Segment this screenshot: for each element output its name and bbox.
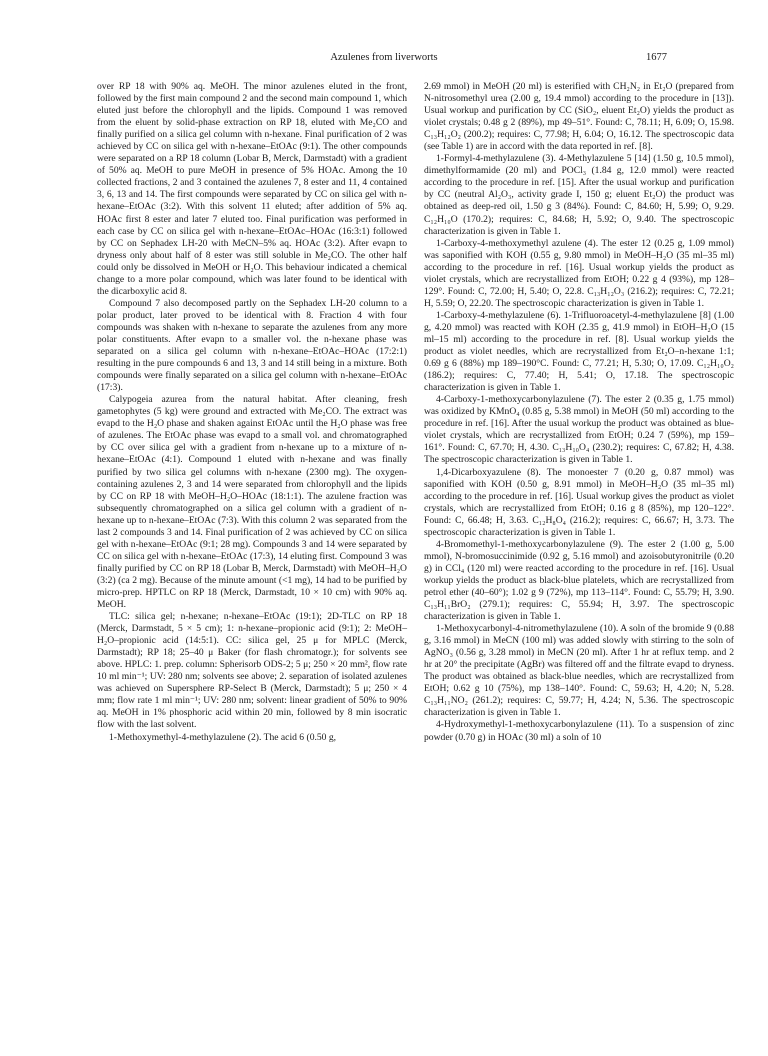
paragraph: TLC: silica gel; n-hexane; n-hexane–EtOAc (19:1); 2D-TLC on RP 18 (Merck, Darmstadt, 5 × 5 cm); 1: n-hexane–propionic acid (9:1); 2: MeOH–H₂O–propionic acid (14:5:1). CC: silica gel, 25 μ for MPLC (Merck, Darmstadt); RP 18; 25–40 μ Baker (for flash chromatogr.); for solvents see above. HPLC: 1. prep. column: Spherisorb ODS-2; 5 μ; 250 × 20 mm², flow rate 10 ml min⁻¹; UV: 280 nm; solvents see above; 2. separation of isolated azulenes was achieved on Supersphere RP-Select B (Merck, Darmstadt); 5 μ; 250 × 4 mm; flow rate 1 ml min⁻¹; UV: 280 nm; solvent: linear gradient of 50% to 90% aq. MeOH in 1% phosphoric acid within 20 min, followed by 8 min isocratic flow with the last solvent. xyxy=(97,611,407,731)
paragraph: 2.69 mmol) in MeOH (20 ml) is esterified with CH₂N₂ in Et₂O (prepared from N-nitrosomethyl urea (2.00 g, 19.4 mmol) according to the procedure in [13]). Usual workup and purification by CC (SiO₂, eluent Et₂O) yields the product as violet crystals; 0.48 g 2 (89%), mp 49–51°. Found: C, 78.11; H, 6.09; O, 15.98. C₁₃H₁₂O₂ (200.2); requires: C, 77.98; H, 6.04; O, 16.12. The spectroscopic data (see Table 1) are in accord with the data reported in ref. [8]. xyxy=(424,81,734,153)
paragraph: 4-Carboxy-1-methoxycarbonylazulene (7). The ester 2 (0.35 g, 1.75 mmol) was oxidized by KMnO₄ (0.85 g, 5.38 mmol) in MeOH (50 ml) according to the procedure in ref. [16]. After the usual workup the product was obtained as blue-violet crystals, which are recrystallized from EtOH; 0.24 7 (59%), mp 159–161°. Found: C, 67.70; H, 4.30. C₁₃H₁₀O₄ (230.2); requires: C, 67.82; H, 4.38. The spectroscopic characterization is given in Table 1. xyxy=(424,394,734,466)
paragraph: 4-Bromomethyl-1-methoxycarbonylazulene (9). The ester 2 (1.00 g, 5.00 mmol), N-bromosuccinimide (0.92 g, 5.16 mmol) and azoisobutyronitrile (0.20 g) in CCl₄ (120 ml) were reacted according to the procedure in ref. [16]. Usual workup yields the product as black-blue platelets, which are recrystallized from petrol ether (40–60°); 1.02 g 9 (72%), mp 113–114°. Found: C, 55.79; H, 3.90. C₁₃H₁₁BrO₂ (279.1); requires: C, 55.94; H, 3.97. The spectroscopic characterization is given in Table 1. xyxy=(424,538,734,623)
paragraph: 1,4-Dicarboxyazulene (8). The monoester 7 (0.20 g, 0.87 mmol) was saponified with KOH (0.50 g, 8.91 mmol) in MeOH–H₂O (35 ml–35 ml) according to the procedure in ref. [16]. Usual workup gives the product as violet crystals, which are recrystallized from EtOH; 0.16 g 8 (85%), mp 120–122°. Found: C, 66.48; H, 3.63. C₁₂H₈O₄ (216.2); requires: C, 66.67; H, 3.73. The spectroscopic characterization is given in Table 1. xyxy=(424,466,734,538)
page-number: 1677 xyxy=(646,52,667,63)
paragraph: 4-Hydroxymethyl-1-methoxycarbonylazulene (11). To a suspension of zinc powder (0.70 g) in HOAc (30 ml) a soln of 10 xyxy=(424,719,734,743)
paragraph: 1-Methoxymethyl-4-methylazulene (2). The acid 6 (0.50 g, xyxy=(109,731,337,743)
paragraph: 1-Carboxy-4-methylazulene (6). 1-Trifluoroacetyl-4-methylazulene [8] (1.00 g, 4.20 mmol) was reacted with KOH (2.35 g, 41.9 mmol) in EtOH–H₂O (15 ml–15 ml) according to the procedure in ref. [8]. Usual workup yields the product as violet needles, which are recrystallized from Et₂O–n-hexane 1:1; 0.69 g 6 (88%) mp 189–190°C. Found: C, 77.21; H, 5.30; O, 17.09. C₁₂H₁₀O₂ (186.2); requires: C, 77.40; H, 5.41; O, 17.18. The spectroscopic characterization is given in Table 1. xyxy=(424,309,734,394)
running-title: Azulenes from liverworts xyxy=(330,52,438,63)
right-column xyxy=(424,81,734,744)
paragraph: 1-Formyl-4-methylazulene (3). 4-Methylazulene 5 [14] (1.50 g, 10.5 mmol), dimethylformamide (20 ml) and POCl₃ (1.84 g, 12.0 mmol) were reacted according to the procedure in ref. [15]. After the usual workup and purification by CC (neutral Al₂O₃, activity grade I, 150 g; eluent Et₂O) the product was obtained as deep-red oil, 1.50 g 3 (84%). Found: C, 84.60; H, 5.99; O, 9.29. C₁₂H₁₀O (170.2); requires: C, 84.68; H, 5.92; O, 9.40. The spectroscopic characterization is given in Table 1. xyxy=(424,153,734,237)
paragraph: Calypogeia azurea from the natural habitat. After cleaning, fresh gametophytes (5 kg) were ground and extracted with Me₂CO. The extract was evapd to the H₂O phase and shaken against EtOAc until the H₂O phase was free of azulenes. The EtOAc phase was evapd to a small vol. and chromatographed by CC over silica gel with a gradient from n-hexane up to a mixture of n-hexane–EtOAc (4:1). Compound 1 eluted with n-hexane and was finally purified by two silica gel columns with n-hexane (2300 mg). The oxygen-containing azulenes 2, 3 and 14 were separated from chlorophyll and the lipids by CC on RP 18 with MeOH–H₂O–HOAc (18:1:1). The azulene fraction was subsequently chromatographed on a silica gel column with a gradient of n-hexane up to n-hexane–EtOAc (7:3). With this column 2 was separated from the last 2 compounds 3 and 14. Final purification of 2 was achieved by CC on silica gel with n-hexane–EtOAc (9:1; 28 mg). Compounds 3 and 14 were separated by CC on silica gel with n-hexane–EtOAc (17:3), 14 eluting first. Compound 3 was finally purified by CC on RP 18 (Lobar B, Merck, Darmstadt) with MeOH–H₂O (3:2) (ca 2 mg). Because of the minute amount (<1 mg), 14 had to be purified by micro-prep. HPTLC on RP 18 (Merck, Darmstadt, 10 × 10 cm) with 90% aq. MeOH. xyxy=(97,394,407,611)
paragraph: Compound 7 also decomposed partly on the Sephadex LH-20 column to a polar product, later proved to be identical with 8. Fraction 4 with four compounds was shaken with n-hexane to separate the azulenes from any more polar constituents. After evapn to a smaller vol. the n-hexane phase was separated on a silica gel column with n-hexane–EtOAc–HOAc (17:2:1) resulting in the pure compounds 6 and 13, 3 and 14 still being in a mixture. Both compounds were finally separated on a silica gel column with n-hexane–EtOAc (17:3). xyxy=(97,297,407,394)
paragraph: 1-Methoxycarbonyl-4-nitromethylazulene (10). A soln of the bromide 9 (0.88 g, 3.16 mmol) in MeCN (100 ml) was added slowly with stirring to the soln of AgNO₃ (0.56 g, 3.28 mmol) in MeCN (20 ml). After 1 hr at reflux temp. and 2 hr at 20° the precipitate (AgBr) was filtered off and the filtrate evapd to dryness. The product was obtained as black-blue needles, which are recrystallized from EtOH; 0.62 g 10 (75%), mp 138–140°. Found: C, 59.63; H, 4.20; N, 5.28. C₁₃H₁₁NO₂ (261.2); requires: C, 59.77; H, 4.24; N, 5.36. The spectroscopic characterization is given in Table 1. xyxy=(424,623,734,719)
paragraph: over RP 18 with 90% aq. MeOH. The minor azulenes eluted in the front, followed by the first main compound 2 and the second main compound 1, which eluted just before the chlorophyll and the lipids. Compound 1 was removed from the eluent by solid-phase extraction on RP 18, eluted with Me₂CO and finally purified on a silica gel column with n-hexane. Final purification of 2 was achieved by CC on silica gel with n-hexane–EtOAc (9:1). The other compounds were separated on a RP 18 column (Lobar B, Merck, Darmstadt) with a gradient of 50% aq. MeOH to pure MeOH in presence of 5% HOAc. Among the 10 collected fractions, 2 and 3 contained the azulenes 7, 8 ester and 11, 4 contained 3, 6, 13 and 14. The first compounds were separated by CC on silica gel with n-hexane–EtOAc (3:2). With this solvent 11 eluted; after addition of 5% aq. HOAc first 8 ester and later 7 eluted too. Final purification was performed in each case by CC on silica gel with n-hexane–EtOAc–HOAc (16:3:1) followed by CC on Sephadex LH-20 with MeCN–5% aq. HOAc (3:2). After evapn to dryness only about half of 8 ester was still soluble in Me₂CO. The other half could only be dissolved in MeOH or H₂O. This behaviour indicated a chemical change to a more polar compound, which was later found to be identical with the dicarboxylic acid 8. xyxy=(97,81,407,297)
left-column xyxy=(97,81,407,744)
paragraph: 1-Carboxy-4-methoxymethyl azulene (4). The ester 12 (0.25 g, 1.09 mmol) was saponified with KOH (0.55 g, 9.80 mmol) in MeOH–H₂O (35 ml–35 ml) according to the procedure in ref. [16]. Usual workup yields the product as violet crystals, which are recrystallized from EtOH; 0.22 g 4 (93%), mp 128–129°. Found: C, 72.00; H, 5.40; O, 22.8. C₁₃H₁₂O₃ (216.2); requires: C, 72.21; H, 5.59; O, 22.20. The spectroscopic characterization is given in Table 1. xyxy=(424,237,734,309)
